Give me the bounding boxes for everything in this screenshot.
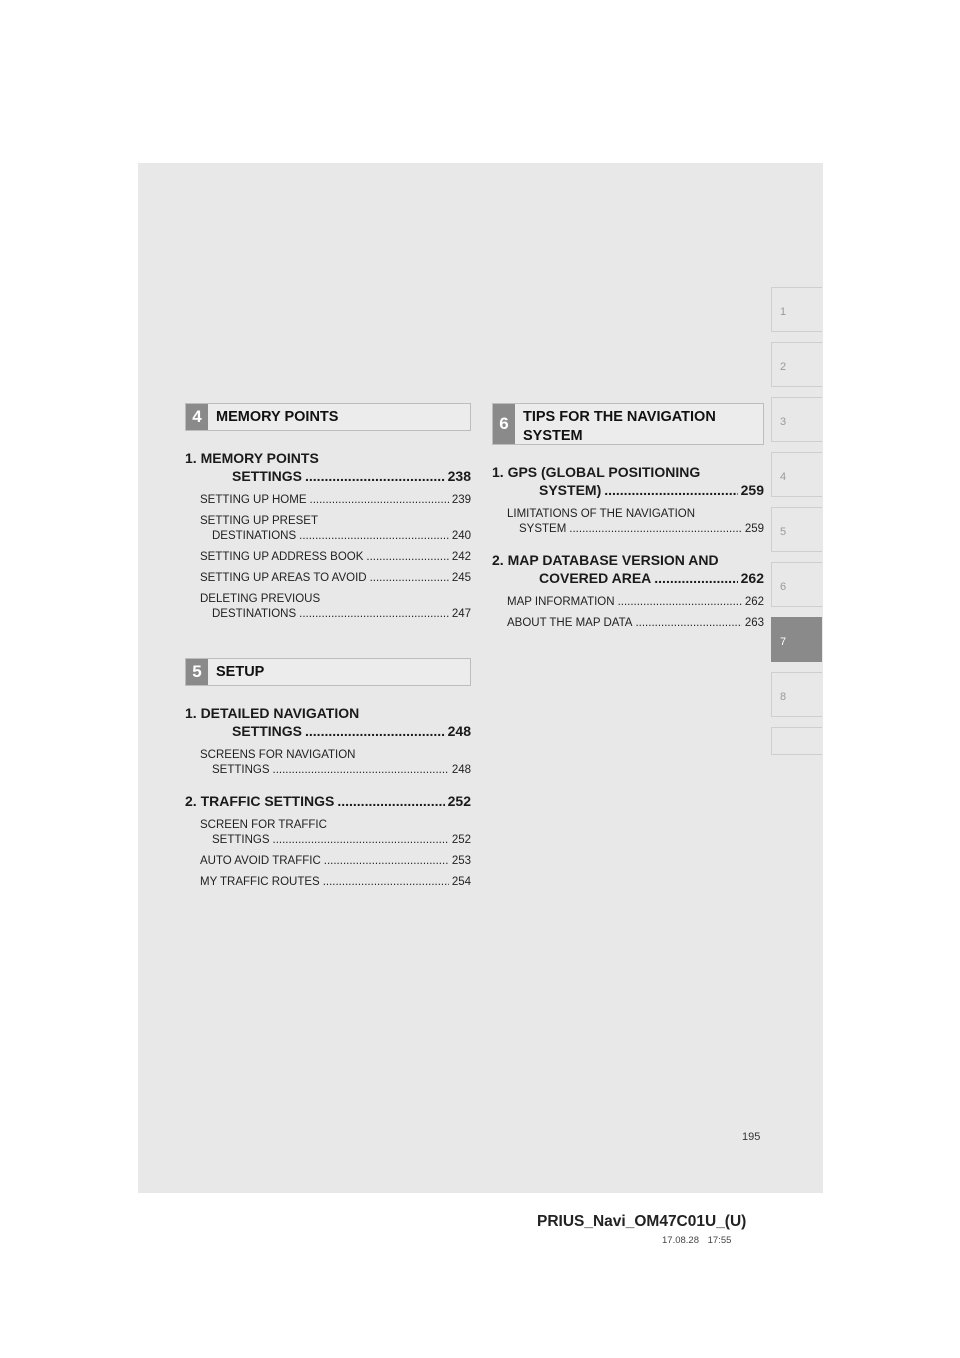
- document-timestamp: 17.08.28 17:55: [662, 1235, 732, 1246]
- page-ref: 259: [744, 523, 764, 535]
- toc-entry-gps[interactable]: 1. GPS (GLOBAL POSITIONING SYSTEM) ..... 259: [492, 463, 764, 499]
- page-ref: 240: [451, 530, 471, 542]
- toc-entry-address-book[interactable]: SETTING UP ADDRESS BOOK ..... 242: [200, 550, 471, 565]
- toc-entry-traffic-settings[interactable]: 2. TRAFFIC SETTINGS ..... 252: [185, 792, 471, 810]
- chapter-tabs: [771, 287, 822, 765]
- toc-entry-deleting-previous[interactable]: DELETING PREVIOUS DESTINATIONS ..... 247: [200, 592, 471, 622]
- toc-entry-about-map-data[interactable]: ABOUT THE MAP DATA ..... 263: [507, 616, 764, 631]
- page-ref: 242: [451, 551, 471, 563]
- page-ref: 238: [447, 468, 471, 484]
- page-ref: 239: [451, 494, 471, 506]
- chapter-tab-index[interactable]: [771, 727, 822, 755]
- toc-entry-map-information[interactable]: MAP INFORMATION ..... 262: [507, 595, 764, 610]
- page-ref: 253: [451, 855, 471, 867]
- chapter-tab-5[interactable]: 5: [771, 507, 822, 552]
- toc-entry-detailed-navigation-settings[interactable]: 1. DETAILED NAVIGATION SETTINGS ..... 248: [185, 704, 471, 740]
- section-title: SETUP: [216, 664, 265, 680]
- page-ref: 262: [740, 570, 764, 586]
- toc-entry-areas-to-avoid[interactable]: SETTING UP AREAS TO AVOID ..... 245: [200, 571, 471, 586]
- toc-entry-limitations[interactable]: LIMITATIONS OF THE NAVIGATION SYSTEM ..... 259: [507, 507, 764, 537]
- page-ref: 263: [744, 617, 764, 629]
- toc-entry-preset-destinations[interactable]: SETTING UP PRESET DESTINATIONS ..... 240: [200, 514, 471, 544]
- right-column: [492, 403, 764, 637]
- chapter-tab-7[interactable]: 7: [771, 617, 822, 662]
- page-ref: 254: [451, 876, 471, 888]
- page-ref: 252: [451, 834, 471, 846]
- page-ref: 252: [447, 793, 471, 809]
- toc-entry-memory-points-settings[interactable]: 1. MEMORY POINTS SETTINGS ..... 238: [185, 449, 471, 485]
- section-number: 4: [186, 404, 208, 430]
- section-header-6: [492, 403, 764, 445]
- page-ref: 262: [744, 596, 764, 608]
- chapter-tab-2[interactable]: 2: [771, 342, 822, 387]
- page-ref: 247: [451, 608, 471, 620]
- toc-entry-my-traffic-routes[interactable]: MY TRAFFIC ROUTES ..... 254: [200, 875, 471, 890]
- toc-entry-auto-avoid-traffic[interactable]: AUTO AVOID TRAFFIC ..... 253: [200, 854, 471, 869]
- toc-entry-setting-up-home[interactable]: SETTING UP HOME ..... 239: [200, 493, 471, 508]
- page-ref: 248: [451, 764, 471, 776]
- section-header-4: [185, 403, 471, 431]
- chapter-tab-1[interactable]: 1: [771, 287, 822, 332]
- section-number: 5: [186, 659, 208, 685]
- left-column: [185, 403, 471, 896]
- chapter-tab-4[interactable]: 4: [771, 452, 822, 497]
- chapter-tab-6[interactable]: 6: [771, 562, 822, 607]
- chapter-tab-3[interactable]: 3: [771, 397, 822, 442]
- page-ref: 259: [740, 482, 764, 498]
- section-title: MEMORY POINTS: [216, 409, 339, 425]
- document-code: PRIUS_Navi_OM47C01U_(U): [537, 1213, 747, 1230]
- page-ref: 248: [447, 723, 471, 739]
- chapter-tab-8[interactable]: 8: [771, 672, 822, 717]
- section-title: TIPS FOR THE NAVIGATION SYSTEM: [523, 409, 716, 444]
- page-ref: 245: [451, 572, 471, 584]
- toc-entry-screens-for-navigation[interactable]: SCREENS FOR NAVIGATION SETTINGS ..... 248: [200, 748, 471, 778]
- section-header-5: [185, 658, 471, 686]
- toc-entry-map-database[interactable]: 2. MAP DATABASE VERSION AND COVERED AREA ..... 262: [492, 551, 764, 587]
- page-number: 195: [742, 1131, 761, 1143]
- toc-entry-screen-for-traffic[interactable]: SCREEN FOR TRAFFIC SETTINGS ..... 252: [200, 818, 471, 848]
- section-number: 6: [493, 404, 515, 444]
